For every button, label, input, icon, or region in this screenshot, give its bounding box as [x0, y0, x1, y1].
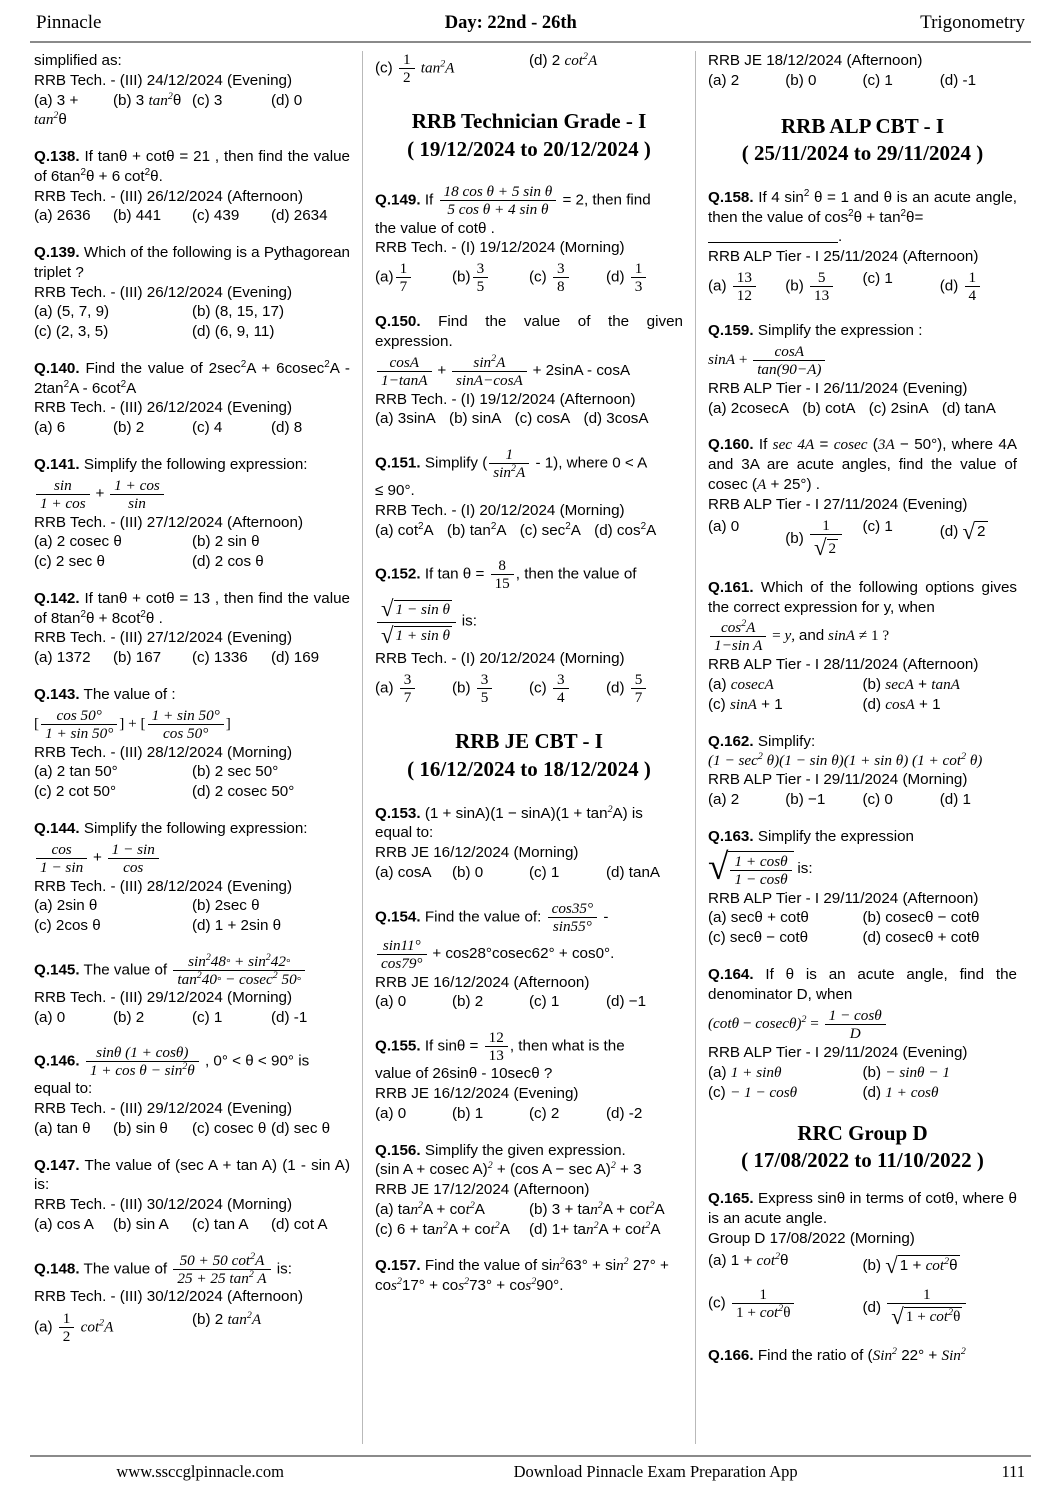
question-165	[708, 1189, 1017, 1329]
question-145-source: RRB Tech. - (III) 29/12/2024 (Morning)	[34, 988, 293, 1006]
option-a[interactable]: (a) cos A	[34, 1215, 94, 1233]
question-150-expression: $\frac{\cos A}{1-\tan A}$ + $\frac{\sin^2A}{\sin A-\cos A}$ + 2sinA - cosA	[375, 354, 683, 389]
question-165-options-row1	[708, 1251, 1017, 1281]
option-a[interactable]: (a) $\frac{1}{2}$ $\cot^2A$	[34, 1310, 114, 1346]
question-166	[708, 1346, 1017, 1366]
question-156-source: RRB JE 17/12/2024 (Afternoon)	[375, 1181, 590, 1198]
option-d[interactable]: (d) sec θ	[271, 1119, 331, 1137]
option-b[interactable]: (b) 0	[452, 863, 484, 881]
option-a[interactable]: (a) $3 + \tan^2\theta$	[34, 91, 79, 129]
option-b[interactable]: (b) 2	[113, 419, 145, 436]
question-165-options-row2	[708, 1286, 1017, 1330]
question-143-options-row2	[34, 782, 350, 802]
question-146	[34, 1044, 350, 1138]
option-a[interactable]: (a) 2636	[34, 207, 91, 225]
answer-blank	[708, 228, 838, 243]
question-149	[375, 183, 683, 295]
question-146-options	[34, 1119, 350, 1139]
carryover-source: RRB JE 18/12/2024 (Afternoon)	[708, 52, 923, 69]
question-152-source: RRB Tech. - (I) 20/12/2024 (Morning)	[375, 650, 625, 668]
option-b[interactable]: (b) 2 $\tan^2A$	[192, 1310, 262, 1329]
question-155	[375, 1029, 683, 1123]
option-c[interactable]: (c) 2 sec θ	[34, 553, 105, 571]
question-138-options	[34, 206, 350, 226]
question-142-text: Q.142. If tanθ + cotθ = 13 , then find the value of $8\tan^2\theta + 8\cot^2\theta$ .	[34, 589, 350, 627]
option-b[interactable]: (b) 3 $\tan^2\theta$	[113, 90, 182, 109]
question-141-options-row1	[34, 532, 350, 552]
question-159-text: Q.159. Simplify the expression :	[708, 321, 923, 339]
question-144	[34, 819, 350, 936]
option-d[interactable]: (d) 2634	[271, 207, 328, 225]
section-rrc-group-d	[708, 1120, 1017, 1175]
question-151-text2: ≤ 90°.	[375, 482, 415, 500]
option-c[interactable]: (c) $6 + \tan^2A + \cot^2A$	[375, 1219, 510, 1238]
option-b[interactable]: (b) $3 + \tan^2A + \cot^2A$	[529, 1199, 665, 1218]
question-159-options	[708, 399, 1017, 419]
question-carry-over-157	[708, 51, 1017, 91]
option-d[interactable]: (d) -1	[271, 1008, 308, 1026]
question-153	[375, 804, 683, 883]
option-b[interactable]: (b) secA + tanA	[862, 676, 960, 694]
footer-website[interactable]: www.ssccglpinnacle.com	[116, 1462, 284, 1481]
question-153-source: RRB JE 16/12/2024 (Morning)	[375, 844, 579, 862]
header-title: Day: 22nd - 26th	[444, 13, 577, 33]
section-date-range: ( 25/11/2024 to 29/11/2024 )	[741, 141, 984, 166]
option-a[interactable]: (a) 0	[375, 1104, 407, 1122]
option-b[interactable]: (b) 2sec θ	[192, 897, 260, 915]
question-138-source: RRB Tech. - (III) 26/12/2024 (Afternoon)	[34, 187, 304, 205]
question-148-head: Q.148. The value of $\frac{50 + 50 \cot^2A}{25 + 25 \tan^2 A}$ is:	[34, 1250, 292, 1287]
header-left-label: Pinnacle	[36, 12, 102, 33]
question-161-source: RRB ALP Tier - I 28/11/2024 (Afternoon)	[708, 656, 979, 674]
option-b[interactable]: (b) $\frac{3}{5}$	[452, 671, 529, 706]
question-149-source: RRB Tech. - (I) 19/12/2024 (Morning)	[375, 239, 625, 257]
question-161	[708, 578, 1017, 715]
question-141-text: Q.141. Simplify the following expression:	[34, 455, 308, 473]
option-c[interactable]: (c) sinA + 1	[708, 695, 783, 713]
question-155-source: RRB JE 16/12/2024 (Evening)	[375, 1085, 579, 1102]
page-footer	[30, 1455, 1031, 1482]
option-c[interactable]: (c) 2cos θ	[34, 917, 101, 935]
question-144-text: Q.144. Simplify the following expression:	[34, 819, 308, 837]
carryover-options	[34, 91, 350, 131]
option-c[interactable]: (c) 4	[192, 419, 223, 436]
question-142-options	[34, 648, 350, 668]
option-b[interactable]: (b) 441	[113, 207, 162, 225]
option-d[interactable]: (d) −1	[606, 993, 647, 1011]
question-carry-over-148	[375, 51, 683, 86]
option-b[interactable]: (b) 0	[785, 71, 817, 89]
question-150-source: RRB Tech. - (I) 19/12/2024 (Afternoon)	[375, 390, 636, 408]
option-a[interactable]: (a) (5, 7, 9)	[34, 303, 110, 321]
option-d[interactable]: (d) cosecθ + cotθ	[862, 929, 980, 947]
option-d[interactable]: (d) 2 cos θ	[192, 553, 264, 571]
section-title: RRB ALP CBT - I	[781, 113, 944, 138]
question-161-expression: $\frac{\cos^2A}{\text{1−sin A}}$ = y, and sinA ≠ 1 ?	[708, 619, 1017, 654]
option-c[interactable]: (c) $\frac{3}{4}$	[529, 671, 606, 706]
option-d[interactable]: (d) -1	[939, 71, 977, 89]
question-140	[34, 359, 350, 438]
question-148-expression: $\frac{50 + 50 \cot^2A}{25 + 25 \tan^2 A}$	[173, 1252, 270, 1287]
question-163	[708, 827, 1017, 948]
header-topic-label: Trigonometry	[920, 12, 1025, 33]
question-148-source: RRB Tech. - (III) 30/12/2024 (Afternoon)	[34, 1287, 304, 1305]
carryover-options-cd	[375, 51, 683, 86]
question-151	[375, 446, 683, 540]
option-a[interactable]: (a) 2	[708, 791, 740, 809]
section-title: RRB Technician Grade - I	[411, 109, 647, 134]
question-140-text: Q.140. Find the value of $2\sec^2A + 6cosec^2A - 2\tan^2A - 6\cot^2A$	[34, 358, 350, 397]
question-138	[34, 147, 350, 226]
question-154-options	[375, 992, 683, 1012]
question-163-suffix: is:	[797, 859, 813, 877]
option-b[interactable]: (b) cosecθ − cotθ	[862, 909, 980, 927]
option-c[interactable]: (c) tan A	[192, 1215, 249, 1233]
option-d[interactable]: (d) 2 $\cot^2A$	[529, 51, 598, 69]
section-date-range: ( 16/12/2024 to 18/12/2024 )	[407, 756, 651, 781]
option-c[interactable]: (c) (2, 3, 5)	[34, 323, 109, 340]
question-152-head: Q.152. If tan θ = $\frac{8}{15}$ , then the value of	[375, 557, 637, 593]
option-c[interactable]: (c) secθ − cotθ	[708, 929, 809, 947]
question-142	[34, 589, 350, 668]
option-a[interactable]: (a) 2	[708, 71, 740, 89]
question-157	[375, 1256, 683, 1296]
question-150-options	[375, 409, 683, 429]
question-141-expression: $\frac{\sin}{1 + \cos}$ + $\frac{1 + \cos}{\sin}$	[34, 477, 350, 512]
option-b[interactable]: (b) $\frac{5}{13}$	[785, 269, 862, 304]
option-b[interactable]: (b) cotA	[802, 399, 856, 417]
question-151-head: Q.151. Simplify ( $\frac{1}{\sin^2A}$ - 1), where 0 < A	[375, 446, 648, 482]
option-b[interactable]: (b) 2 sec 50°	[192, 763, 279, 781]
option-d[interactable]: (d) 1 + 2sin θ	[192, 917, 282, 935]
option-d[interactable]: (d) $\frac{1}{4}$	[940, 269, 1017, 304]
question-158-text: Q.158. If 4 $\sin^2 \theta = 1$ and θ is an acute angle, then the value of $\cos^2\theta + \tan^2\theta=$	[708, 187, 1017, 226]
question-154-expr-2: $\frac{\sin 11^\circ}{\cos 79^\circ}$ + cos28°cosec62° + cos0°.	[375, 937, 683, 972]
option-c[interactable]: (c) 1	[862, 71, 893, 89]
option-d[interactable]: (d) 8	[271, 419, 303, 436]
option-d[interactable]: (d) $\frac{1}{3}$	[606, 260, 683, 295]
content-columns	[30, 51, 1031, 1444]
question-144-options-row2	[34, 916, 350, 936]
question-162-options	[708, 790, 1017, 810]
question-161-options-row2	[708, 695, 1017, 715]
question-144-source: RRB Tech. - (III) 28/12/2024 (Evening)	[34, 877, 293, 895]
question-141	[34, 455, 350, 572]
option-d[interactable]: (d) 3cosA	[583, 410, 649, 428]
option-a[interactable]: (a) $1 + \cot^2\theta$	[708, 1251, 789, 1270]
section-rrb-je-cbt	[375, 728, 683, 783]
question-148	[34, 1252, 350, 1346]
question-163-expression: √ $\frac{1 + \cos\theta}{1 - \cos\theta}$ is:	[708, 847, 813, 889]
option-c[interactable]: (c) 3	[192, 91, 223, 109]
question-150	[375, 312, 683, 429]
option-d[interactable]: (d) cot A	[271, 1215, 328, 1233]
question-156-text: Q.156. Simplify the given expression.	[375, 1141, 626, 1159]
option-a[interactable]: (a) $\frac{3}{7}$	[375, 671, 452, 706]
question-138-text: Q.138. If tanθ + cotθ = 21 , then find the value of $6\tan^2\theta + 6$ $\cot^2\theta$.	[34, 148, 350, 185]
option-a[interactable]: (a) 1 + sinθ	[708, 1064, 782, 1082]
option-a[interactable]: (a) $\cot^2A$	[375, 520, 434, 539]
question-155-options	[375, 1104, 683, 1124]
section-title: RRB JE CBT - I	[455, 729, 603, 754]
option-c[interactable]: (c) 1	[192, 1008, 223, 1026]
question-165-source: Group D 17/08/2022 (Morning)	[708, 1229, 915, 1247]
question-161-options-row1	[708, 675, 1017, 695]
option-d[interactable]: (d) 2 cosec 50°	[192, 783, 295, 801]
question-155-head: Q.155. If sinθ = $\frac{12}{13}$ , then what is the	[375, 1029, 625, 1065]
question-158-source: RRB ALP Tier - I 25/11/2024 (Afternoon)	[708, 248, 979, 266]
option-a[interactable]: (a) cosecA	[708, 676, 774, 694]
question-143-source: RRB Tech. - (III) 28/12/2024 (Morning)	[34, 743, 293, 761]
option-b[interactable]: (b) sin A	[113, 1215, 169, 1233]
option-c[interactable]: (c) $\frac{1}{1 + \cot^2\theta}$	[708, 1286, 863, 1330]
question-147-options	[34, 1215, 350, 1235]
option-a[interactable]: (a) 3sinA	[375, 410, 436, 428]
question-154-source: RRB JE 16/12/2024 (Afternoon)	[375, 973, 590, 991]
question-157-text: Q.157. Find the value of $\sin^263^\circ + \sin^2 27^\circ + \cos^217^\circ + \cos^273^\circ + \cos^290^\circ$.	[375, 1256, 669, 1294]
question-142-source: RRB Tech. - (III) 27/12/2024 (Evening)	[34, 629, 293, 647]
question-163-text: Q.163. Simplify the expression	[708, 827, 914, 845]
question-147-source: RRB Tech. - (III) 30/12/2024 (Morning)	[34, 1196, 293, 1214]
option-d[interactable]: (d) $1+ \tan^2A + \cot^2A$	[529, 1219, 661, 1238]
carryover-source: RRB Tech. - (III) 24/12/2024 (Evening)	[34, 71, 293, 89]
option-b[interactable]: (b) − sinθ − 1	[862, 1064, 950, 1082]
question-152	[375, 557, 683, 706]
option-c[interactable]: (c) 1	[862, 269, 893, 287]
option-c[interactable]: (c) 1	[529, 993, 560, 1011]
option-a[interactable]: (a) 0	[708, 518, 740, 536]
option-c[interactable]: (c) 2	[529, 1104, 560, 1122]
question-carry-over	[34, 51, 350, 130]
option-d[interactable]: (d) $\frac{1}{√ 1 + \cot^2\theta}$	[863, 1286, 1018, 1330]
question-156-options-row1	[375, 1200, 683, 1220]
question-164-text: Q.164. If θ is an acute angle, find the denominator D, when	[708, 965, 1017, 1003]
column-3	[696, 51, 1029, 1444]
option-b[interactable]: (b) 2	[113, 1008, 145, 1026]
question-145-expression: $\frac{\sin^248^\circ + \sin^242^\circ}{\tan^240^\circ - cosec^2 50^\circ}$	[173, 953, 305, 988]
option-c[interactable]: (c) $\frac{1}{2}$ $\tan^2A$	[375, 51, 455, 87]
option-c[interactable]: (c) − 1 − cosθ	[708, 1083, 798, 1101]
option-a[interactable]: (a) 2 cosec θ	[34, 533, 122, 551]
question-145-text: Q.145. The value of $\frac{\sin^248^\circ + \sin^242^\circ}{\tan^240^\circ - cosec^2 50^\circ}$	[34, 953, 350, 988]
option-a[interactable]: (a) tan θ	[34, 1119, 91, 1137]
question-144-expression: $\frac{\cos}{1 - \sin}$ + $\frac{1 - \sin}{\cos}$	[34, 841, 350, 876]
question-146-expression: $\frac{\sin\theta (1 + \cos\theta)}{1 + \cos \theta - \sin^2\theta}$	[86, 1044, 199, 1079]
option-d[interactable]: (d) tanA	[941, 399, 996, 417]
option-c[interactable]: (c) 1	[862, 518, 893, 536]
question-164	[708, 965, 1017, 1103]
question-163-options-row1	[708, 908, 1017, 928]
question-145-options	[34, 1008, 350, 1028]
section-date-range: ( 19/12/2024 to 20/12/2024 )	[407, 136, 651, 161]
option-d[interactable]: (d) 0	[271, 91, 303, 109]
option-b[interactable]: (b) $\frac{3}{5}$	[452, 260, 529, 295]
option-a[interactable]: (a) $\tan^2A + \cot^2A$	[375, 1199, 485, 1218]
option-b[interactable]: (b) √ $1 + \cot^2\theta$	[862, 1253, 958, 1279]
option-d[interactable]: (d) (6, 9, 11)	[192, 323, 275, 340]
question-160-text: Q.160. If sec 4A = cosec (3A − 50°), where 4A and 3A are acute angles, find the value of cosec (A + 25°) .	[708, 436, 1017, 493]
option-b[interactable]: (b) 1	[452, 1104, 484, 1122]
option-c[interactable]: (c) cosA	[514, 410, 571, 428]
option-d[interactable]: (d) 1	[939, 791, 971, 809]
question-163-source: RRB ALP Tier - I 29/11/2024 (Afternoon)	[708, 889, 979, 907]
option-d[interactable]: (d) tanA	[606, 863, 661, 881]
question-162-expression: $(1 - \sec^2 \theta)(1 - \sin \theta)(1 + \sin \theta)$ $(1 + \cot^2 \theta)$	[708, 751, 983, 770]
question-140-options	[34, 418, 350, 438]
option-b[interactable]: (b) (8, 15, 17)	[192, 303, 285, 321]
question-158-blank: .	[708, 227, 1017, 247]
question-156	[375, 1141, 683, 1240]
question-148-options	[34, 1310, 350, 1345]
question-147	[34, 1156, 350, 1235]
question-139-text: Q.139. Which of the following is a Pythagorean triplet ?	[34, 244, 350, 281]
question-164-source: RRB ALP Tier - I 29/11/2024 (Evening)	[708, 1044, 968, 1062]
option-b[interactable]: (b) $\tan^2A$	[446, 520, 507, 539]
question-161-text: Q.161. Which of the following options gives the correct expression for y, when	[708, 578, 1017, 616]
question-139-source: RRB Tech. - (III) 26/12/2024 (Evening)	[34, 283, 293, 301]
option-a[interactable]: (a) $\frac{1}{7}$	[375, 260, 452, 295]
section-title: RRC Group D	[797, 1120, 928, 1145]
question-163-options-row2	[708, 928, 1017, 948]
column-1	[30, 51, 363, 1444]
column-2	[363, 51, 696, 1444]
question-162-source: RRB ALP Tier - I 29/11/2024 (Morning)	[708, 771, 968, 789]
option-a[interactable]: (a) secθ + cotθ	[708, 909, 809, 927]
footer-page-number: 111	[1001, 1462, 1025, 1481]
section-date-range: ( 17/08/2022 to 11/10/2022 )	[741, 1148, 984, 1173]
question-159-expression: sinA + $\frac{\cos A}{\tan(90-A)}$	[708, 343, 1017, 378]
option-a[interactable]: (a) 6	[34, 419, 66, 436]
option-b[interactable]: (b) −1	[785, 791, 826, 809]
option-b[interactable]: (b) 167	[113, 649, 162, 667]
option-b[interactable]: (b) $\frac{1}{√ 2}$	[785, 517, 862, 561]
option-a[interactable]: (a) 0	[34, 1008, 66, 1026]
option-a[interactable]: (a) cosA	[375, 863, 432, 881]
option-b[interactable]: (b) 2	[452, 993, 484, 1011]
question-149-expression: $\frac{\text{18 cos θ + 5 sin θ}}{\text{5 cos θ + 4 sin θ}}$	[440, 183, 557, 218]
question-139	[34, 243, 350, 342]
question-143-expression: [ $\frac{\cos 50^\circ}{1 + \sin 50^\circ}$ ] + [ $\frac{1 + \sin 50^\circ}{\cos 50^\circ}$ ]	[34, 706, 231, 742]
question-149-text2: the value of cotθ .	[375, 219, 495, 237]
option-b[interactable]: (b) sin θ	[113, 1119, 168, 1137]
question-146-head: Q.146. $\frac{\sin\theta (1 + \cos\theta)}{1 + \cos \theta - \sin^2\theta}$ , 0° < θ < 90° is	[34, 1044, 310, 1080]
option-d[interactable]: (d) -2	[606, 1104, 643, 1122]
question-162	[708, 732, 1017, 810]
option-a[interactable]: (a) $\frac{13}{12}$	[708, 269, 785, 304]
option-c[interactable]: (c) 0	[862, 791, 893, 809]
question-141-source: RRB Tech. - (III) 27/12/2024 (Afternoon)	[34, 513, 304, 531]
question-152-options	[375, 671, 683, 706]
question-149-head: Q.149. If $\frac{\text{18 cos θ + 5 sin θ}}{\text{5 cos θ + 4 sin θ}}$ = 2, then find	[375, 183, 651, 219]
carryover-options	[708, 71, 1017, 91]
question-140-source: RRB Tech. - (III) 26/12/2024 (Evening)	[34, 399, 293, 417]
question-150-text: Q.150. Find the value of the given expression.	[375, 313, 683, 350]
question-164-expression: $(\cot\theta - cosec\theta)^2$ = $\frac{1 - \cos\theta}{D}$	[708, 1007, 1017, 1042]
question-159-source: RRB ALP Tier - I 26/11/2024 (Evening)	[708, 379, 968, 397]
option-c[interactable]: (c) 439	[192, 207, 240, 225]
question-139-options-row2	[34, 322, 350, 342]
question-146-text: equal to:	[34, 1080, 93, 1098]
option-c[interactable]: (c) cosec θ	[192, 1119, 267, 1137]
option-b[interactable]: (b) sinA	[449, 410, 502, 428]
question-165-text: Q.165. Express sinθ in terms of cotθ, where θ is an acute angle.	[708, 1190, 1017, 1227]
question-162-text: Q.162. Simplify:	[708, 732, 816, 750]
option-d[interactable]: (d) $\frac{5}{7}$	[606, 671, 683, 706]
question-147-text: Q.147. The value of (sec A + tan A) (1 - sin A) is:	[34, 1156, 350, 1194]
question-153-options	[375, 863, 683, 883]
page-header	[30, 12, 1031, 43]
section-rrb-technician	[375, 108, 683, 163]
section-rrb-alp-cbt	[708, 113, 1017, 168]
question-144-options-row1	[34, 896, 350, 916]
question-143-options-row1	[34, 762, 350, 782]
option-a[interactable]: (a) 0	[375, 993, 407, 1011]
option-c[interactable]: (c) $\sec^2A$	[519, 520, 581, 539]
question-152-expression: $\frac{\text{√ 1 − sin θ}}{\text{√ 1 + sin θ}}$ is:	[375, 596, 683, 648]
question-164-options-row1	[708, 1063, 1017, 1083]
question-164-options-row2	[708, 1083, 1017, 1103]
question-160-options	[708, 517, 1017, 561]
question-158-options	[708, 269, 1017, 304]
question-154	[375, 900, 683, 1013]
option-a[interactable]: (a) 2cosecA	[708, 399, 790, 417]
question-146-condition: , 0° < θ < 90° is	[204, 1052, 310, 1070]
option-c[interactable]: (c) 2sinA	[868, 399, 929, 417]
question-160-source: RRB ALP Tier - I 27/11/2024 (Evening)	[708, 495, 968, 513]
question-143	[34, 685, 350, 802]
option-d[interactable]: (d) 169	[271, 649, 320, 667]
option-d[interactable]: (d) √ 2	[939, 519, 986, 545]
carryover-text: simplified as:	[34, 52, 122, 69]
option-d[interactable]: (d) cosA + 1	[862, 695, 941, 713]
question-146-source: RRB Tech. - (III) 29/12/2024 (Evening)	[34, 1100, 293, 1118]
question-158	[708, 188, 1017, 304]
option-d[interactable]: (d) 1 + cosθ	[862, 1083, 939, 1101]
question-141-options-row2	[34, 552, 350, 572]
option-c[interactable]: (c) $\frac{3}{8}$	[529, 260, 606, 295]
option-c[interactable]: (c) 1	[529, 863, 560, 881]
question-154-head: Q.154. Find the value of: $\frac{\cos 35^\circ}{\sin 55^\circ}$ -	[375, 899, 609, 935]
question-145	[34, 953, 350, 1028]
option-a[interactable]: (a) 2sin θ	[34, 897, 98, 915]
question-139-options-row1	[34, 302, 350, 322]
option-b[interactable]: (b) 2 sin θ	[192, 533, 260, 551]
option-c[interactable]: (c) 1336	[192, 649, 248, 667]
question-166-text: Q.166. Find the ratio of (Sin$^2$ 22° + Sin$^2$	[708, 1346, 966, 1365]
question-148-suffix: is:	[276, 1260, 292, 1278]
option-a[interactable]: (a) 2 tan 50°	[34, 763, 118, 781]
question-156-expression: (sin A + cosec A)$^2$ + (cos A − sec A)$^2$ + 3	[375, 1160, 642, 1179]
footer-promo: Download Pinnacle Exam Preparation App	[513, 1462, 798, 1481]
option-d[interactable]: (d) $\cos^2A$	[594, 520, 657, 539]
question-143-text: Q.143. The value of :	[34, 685, 176, 703]
question-156-options-row2	[375, 1220, 683, 1240]
question-151-options	[375, 521, 683, 541]
option-a[interactable]: (a) 1372	[34, 649, 91, 667]
question-154-expr-1: $\frac{\cos 35^\circ}{\sin 55^\circ}$	[548, 900, 598, 935]
question-149-options	[375, 260, 683, 295]
option-c[interactable]: (c) 2 cot 50°	[34, 783, 117, 801]
question-160	[708, 435, 1017, 561]
question-153-text: Q.153. $(1 + \sin A)(1 - \sin A)(1 + \tan^2A)$ is equal to:	[375, 803, 643, 842]
question-151-source: RRB Tech. - (I) 20/12/2024 (Morning)	[375, 501, 625, 519]
question-155-text2: value of 26sinθ - 10secθ ?	[375, 1065, 553, 1083]
question-159	[708, 321, 1017, 418]
